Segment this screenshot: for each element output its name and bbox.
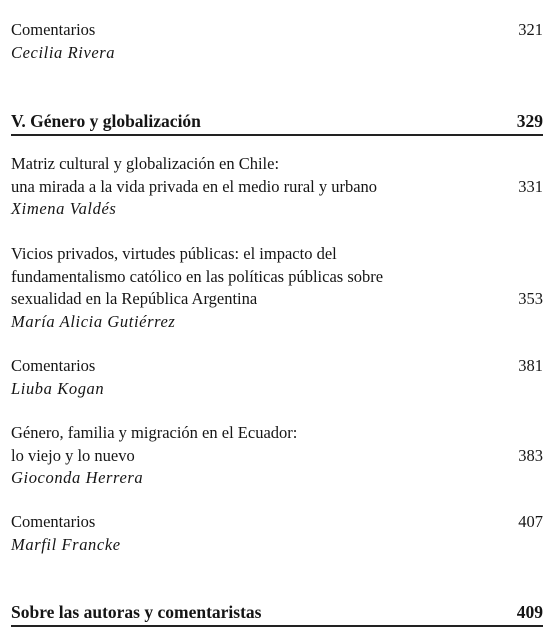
section-title: Sobre las autoras y comentaristas [11, 602, 262, 622]
entry-title-line: sexualidad en la República Argentina [11, 289, 258, 308]
entry-title-line: Matriz cultural y globalización en Chile: [11, 154, 280, 173]
entry-author: María Alicia Gutiérrez [11, 311, 176, 331]
entry-title: Comentarios [11, 512, 96, 531]
section-heading [11, 601, 543, 625]
toc-entry [11, 243, 543, 333]
entry-title-line: una mirada a la vida privada en el medio rural y urbano [11, 176, 378, 196]
entry-title-line: Género, familia y migración en el Ecuador: [11, 423, 298, 442]
entry-title: Comentarios [11, 356, 96, 375]
toc-entry [11, 355, 543, 400]
section-page-number: 329 [516, 111, 543, 131]
entry-author: Ximena Valdés [11, 199, 117, 218]
section-divider [11, 625, 543, 627]
entry-author: Cecilia Rivera [11, 42, 116, 62]
toc-entry [11, 511, 543, 556]
page-number: 331 [518, 176, 543, 196]
page-number: 381 [518, 356, 543, 375]
entry-author: Gioconda Herrera [11, 468, 144, 487]
entry-author: Marfil Francke [11, 534, 121, 554]
section-page-number: 409 [516, 602, 543, 622]
entry-author: Liuba Kogan [11, 378, 105, 398]
page-number: 383 [518, 445, 543, 465]
section-heading [11, 110, 543, 134]
toc-entry [11, 153, 543, 221]
entry-title-line: fundamentalismo católico en las políticas públicas sobre [11, 266, 384, 286]
toc-entry [11, 422, 543, 490]
toc-entry [11, 19, 543, 64]
page-number: 321 [518, 20, 543, 39]
entry-title: Comentarios [11, 20, 96, 39]
section-title: V. Género y globalización [11, 111, 201, 131]
page-number: 353 [518, 289, 543, 308]
section-divider [11, 134, 543, 136]
page-number: 407 [518, 512, 543, 531]
entry-title-line: Vicios privados, virtudes públicas: el impacto del [11, 244, 337, 263]
entry-title-line: lo viejo y lo nuevo [11, 445, 135, 465]
